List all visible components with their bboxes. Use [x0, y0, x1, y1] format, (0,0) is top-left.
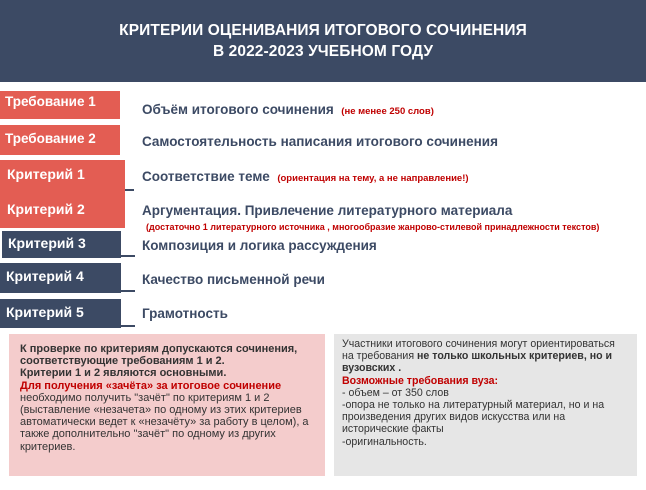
- criterion-3-underline: [121, 255, 135, 257]
- page-header: [0, 0, 646, 82]
- criterion-3-text: Композиция и логика рассуждения: [142, 238, 377, 253]
- criterion-1-underline: [125, 189, 134, 191]
- pass-condition-heading: Для получения «зачёта» за итоговое сочинение: [20, 379, 282, 392]
- requirement-2-text: Самостоятельность написания итогового сочинения: [142, 134, 498, 149]
- requirement-2-tag: [0, 125, 120, 155]
- criterion-5-text: Грамотность: [142, 306, 228, 321]
- requirement-1-note: (не менее 250 слов): [341, 106, 434, 117]
- university-requirement-item: -опора не только на литературный материал, но и на произведения других видов искусства или на исторические факты: [342, 399, 605, 436]
- criterion-2-text: Аргументация. Привлечение литературного материала: [142, 203, 513, 218]
- requirement-1-text: [142, 102, 434, 117]
- criterion-1-label: Критерий 1: [7, 166, 85, 182]
- criterion-1-text: [142, 169, 469, 184]
- title-line-2: В 2022-2023 УЧЕБНОМ ГОДУ: [212, 43, 434, 60]
- university-requirements-box: [334, 334, 637, 476]
- criterion-4-text: Качество письменной речи: [142, 272, 325, 287]
- university-intro-bold: не только школьных критериев, но и вузовских .: [342, 350, 613, 375]
- requirement-1-tag: [0, 91, 120, 119]
- university-requirements-title: Возможные требования вуза:: [342, 374, 499, 387]
- university-intro: Участники итогового сочинения могут ориентироваться на требования: [342, 338, 615, 363]
- university-requirement-item: - объем – от 350 слов: [342, 386, 449, 399]
- requirement-1-title: Объём итогового сочинения: [142, 102, 334, 117]
- criterion-4-underline: [121, 290, 135, 292]
- criterion-1-title: Соответствие теме: [142, 169, 270, 184]
- criterion-3-tag: [2, 231, 121, 258]
- criterion-2-label: Критерий 2: [7, 201, 85, 217]
- university-requirement-item: -оригинальность.: [342, 435, 427, 448]
- criterion-5-underline: [121, 325, 135, 327]
- requirement-2-label: Требование 2: [5, 131, 96, 146]
- admission-rules-box: [9, 334, 325, 476]
- criterion-1-note: (ориентация на тему, а не направление!): [277, 173, 469, 184]
- requirement-1-label: Требование 1: [5, 94, 96, 109]
- pass-condition-text: необходимо получить "зачёт" по критериям 1 и 2 (выставление «незачета» по одному из этих критериев автоматически ведет к «незачёту» за работу в целом), а также дополнительно "зачёт" по одному из других критериев.: [20, 391, 309, 453]
- title-line-1: КРИТЕРИИ ОЦЕНИВАНИЯ ИТОГОВОГО СОЧИНЕНИЯ: [119, 22, 527, 39]
- criterion-5-tag: [0, 299, 121, 328]
- admission-rule-1: К проверке по критериям допускаются сочинения, соответствующие требованиям 1 и 2.: [20, 343, 298, 368]
- criterion-4-tag: [0, 263, 121, 293]
- criterion-3-label: Критерий 3: [8, 235, 86, 251]
- criterion-5-label: Критерий 5: [6, 304, 84, 320]
- admission-rule-2: Критерии 1 и 2 являются основными.: [20, 367, 227, 380]
- criterion-4-label: Критерий 4: [6, 268, 84, 284]
- criterion-2-note: (достаточно 1 литературного источника , многообразие жанрово-стилевой принадлежности текстов): [146, 222, 600, 232]
